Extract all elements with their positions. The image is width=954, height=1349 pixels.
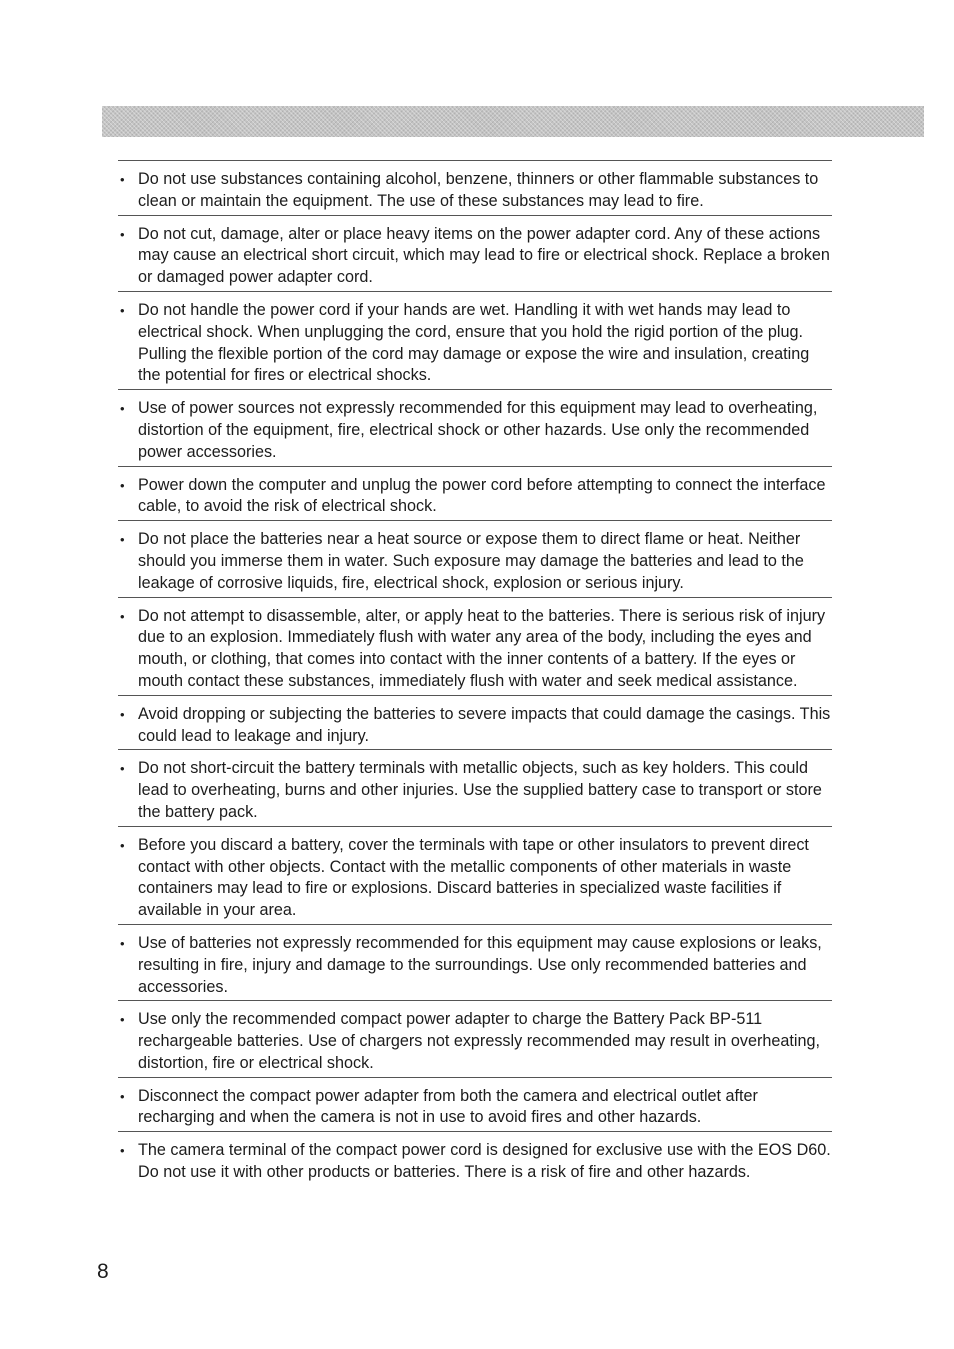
list-item — [118, 925, 832, 1001]
list-item — [118, 292, 832, 390]
item-text: Power down the computer and unplug the power cord before attempting to connect the interface cable, to avoid the risk of electrical shock. — [138, 475, 826, 516]
bullet-icon: • — [120, 1143, 125, 1159]
list-item — [118, 161, 832, 216]
bullet-icon: • — [120, 226, 125, 242]
bullet-icon: • — [120, 1012, 125, 1028]
list-item — [118, 696, 832, 751]
item-text: Do not handle the power cord if your hands are wet. Handling it with wet hands may lead to electrical shock. When unplugging the cord, ensure that you hold the rigid portion of the plug. Pulling the flexible portion of the cord may damage or expose the wire and insulation, creating the potential for fires or electrical shocks. — [138, 300, 810, 385]
bullet-icon: • — [120, 935, 125, 951]
page-number: 8 — [97, 1260, 109, 1283]
list-item — [118, 1001, 832, 1077]
item-text: Disconnect the compact power adapter from both the camera and electrical outlet after recharging and when the camera is not in use to avoid fires and other hazards. — [138, 1086, 758, 1127]
bullet-icon: • — [120, 608, 125, 624]
list-item — [118, 1132, 832, 1186]
bullet-icon: • — [120, 532, 125, 548]
bullet-icon: • — [120, 401, 125, 417]
list-item — [118, 216, 832, 292]
bullet-icon: • — [120, 172, 125, 187]
warning-list — [118, 160, 832, 1186]
item-text: Avoid dropping or subjecting the batteries to severe impacts that could damage the casings. This could lead to leakage and injury. — [138, 704, 831, 745]
item-text: Use of batteries not expressly recommended for this equipment may cause explosions or leaks, resulting in fire, injury and damage to the surroundings. Use only recommended batteries and accessories. — [138, 933, 822, 996]
bullet-icon: • — [120, 761, 125, 777]
bullet-icon: • — [120, 477, 125, 493]
item-text: Before you discard a battery, cover the terminals with tape or other insulators to prevent direct contact with other objects. Contact with the metallic components of other materials in waste containers may lead to fire or explosions. Discard batteries in specialized waste facilities if available in your area. — [138, 835, 809, 920]
item-text: Do not use substances containing alcohol, benzene, thinners or other flammable substances to clean or maintain the equipment. The use of these substances may lead to fire. — [138, 170, 819, 210]
list-item — [118, 1078, 832, 1133]
section-header-bar — [102, 106, 924, 137]
bullet-icon: • — [120, 706, 125, 722]
list-item — [118, 521, 832, 597]
list-item — [118, 750, 832, 826]
list-item — [118, 598, 832, 696]
item-text: Use of power sources not expressly recommended for this equipment may lead to overheating, distortion of the equipment, fire, electrical shock or other hazards. Use only the recommended power accessories. — [138, 399, 818, 461]
bullet-icon: • — [120, 1088, 125, 1104]
bullet-icon: • — [120, 302, 125, 318]
item-text: Do not attempt to disassemble, alter, or apply heat to the batteries. There is serious risk of injury due to an explosion. Immediately flush with water any area of the body, including the eyes and mouth, or clothing, that comes into contact with the inner contents of a battery. If the eyes or mouth contact these substances, immediately flush with water and seek medical assistance. — [138, 606, 826, 690]
item-text: The camera terminal of the compact power cord is designed for exclusive use with the EOS D60. Do not use it with other products or batteries. There is a risk of fire and other hazards. — [138, 1141, 831, 1182]
list-item — [118, 467, 832, 522]
list-item — [118, 827, 832, 925]
item-text: Do not short-circuit the battery terminals with metallic objects, such as key holders. This could lead to overheating, burns and other injuries. Use the supplied battery case to transport or store the battery pack. — [138, 759, 822, 821]
item-text: Do not place the batteries near a heat source or expose them to direct flame or heat. Neither should you immerse them in water. Such exposure may damage the batteries and lead to the leakage of corrosive liquids, fire, electrical shock, explosion or serious injury. — [138, 530, 804, 592]
item-text: Use only the recommended compact power adapter to charge the Battery Pack BP-511 rechargeable batteries. Use of chargers not expressly recommended may result in overheating, distortion, fire or electrical shock. — [138, 1010, 821, 1072]
bullet-icon: • — [120, 837, 125, 853]
list-item — [118, 390, 832, 466]
item-text: Do not cut, damage, alter or place heavy items on the power adapter cord. Any of these actions may cause an electrical short circuit, which may lead to fire or electrical shock. Replace a broken or damaged power adapter cord. — [138, 224, 830, 287]
